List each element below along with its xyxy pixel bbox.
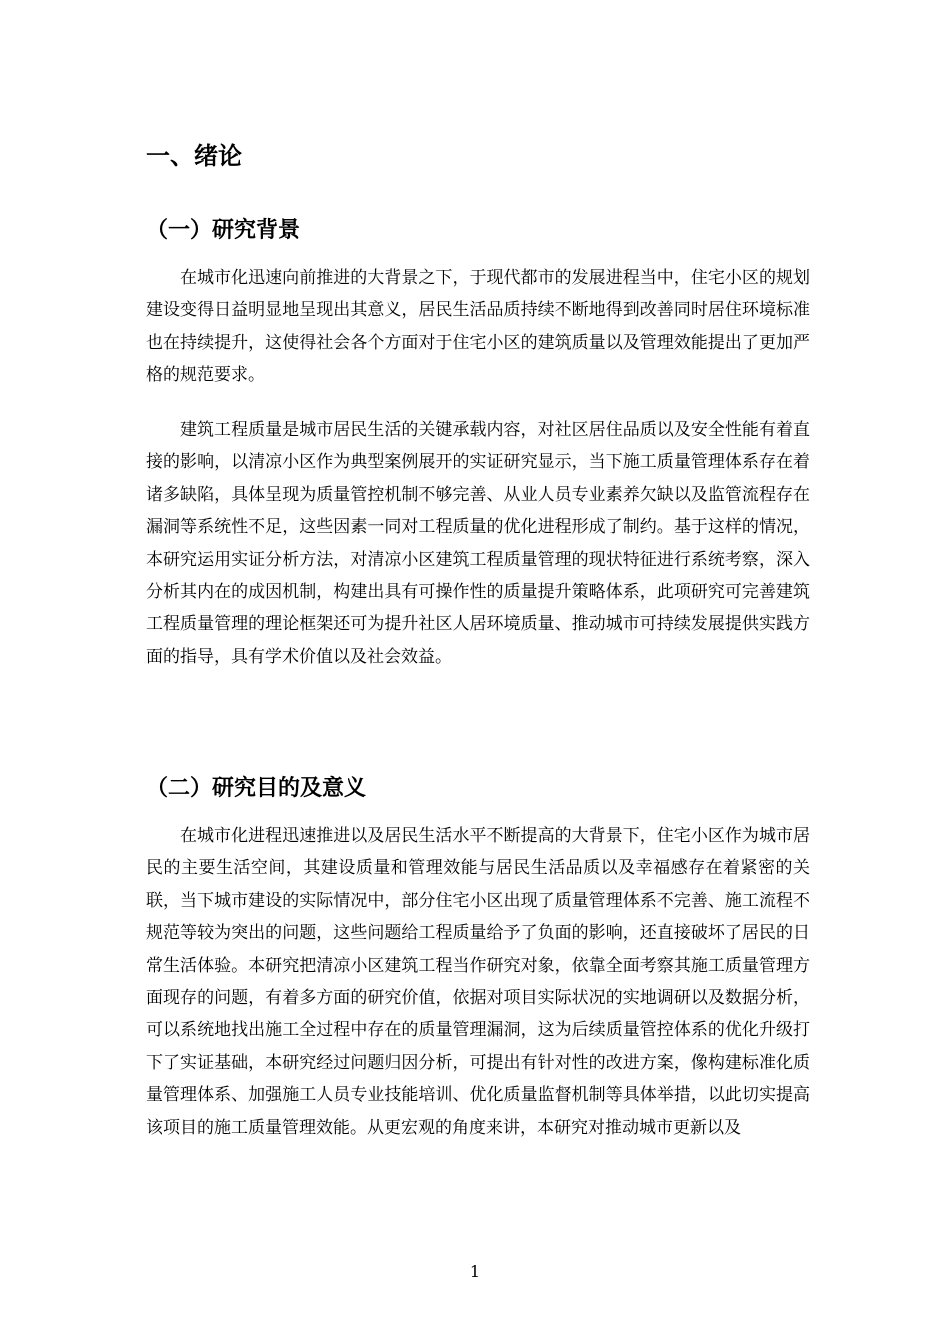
section-heading-purpose: （二）研究目的及意义 (146, 776, 367, 801)
paragraph-background-2: 建筑工程质量是城市居民生活的关键承载内容，对社区居住品质以及安全性能有着直接的影响，以清凉小区作为典型案例展开的实证研究显示，当下施工质量管理体系存在着诸多缺陷，具体呈现为质量管控机制不够完善、从业人员专业素养欠缺以及监管流程存在漏洞等系统性不足，这些因素一同对工程质量的优化进程形成了制约。基于这样的情况，本研究运用实证分析方法，对清凉小区建筑工程质量管理的现状特征进行系统考察，深入分析其内在的成因机制，构建出具有可操作性的质量提升策略体系，此项研究可完善建筑工程质量管理的理论框架还可为提升社区人居环境质量、推动城市可持续发展提供实践方面的指导，具有学术价值以及社会效益。 (146, 420, 810, 667)
paragraph-background-1: 在城市化迅速向前推进的大背景之下，于现代都市的发展进程当中，住宅小区的规划建设变得日益明显地呈现出其意义，居民生活品质持续不断地得到改善同时居住环境标准也在持续提升，这使得社会各个方面对于住宅小区的建筑质量以及管理效能提出了更加严格的规范要求。 (146, 268, 810, 386)
chapter-title: 一、绪论 (146, 142, 242, 170)
page-number: 1 (469, 1262, 481, 1281)
section-heading-background: （一）研究背景 (146, 218, 301, 243)
paragraph-purpose-1: 在城市化进程迅速推进以及居民生活水平不断提高的大背景下，住宅小区作为城市居民的主要生活空间，其建设质量和管理效能与居民生活品质以及幸福感存在着紧密的关联，当下城市建设的实际情况中，部分住宅小区出现了质量管理体系不完善、施工流程不规范等较为突出的问题，这些问题给工程质量给予了负面的影响，还直接破坏了居民的日常生活体验。本研究把清凉小区建筑工程当作研究对象，依靠全面考察其施工质量管理方面现存的问题，有着多方面的研究价值，依据对项目实际状况的实地调研以及数据分析，可以系统地找出施工全过程中存在的质量管理漏洞，这为后续质量管控体系的优化升级打下了实证基础，本研究经过问题归因分析，可提出有针对性的改进方案，像构建标准化质量管理体系、加强施工人员专业技能培训、优化质量监督机制等具体举措，以此切实提高该项目的施工质量管理效能。从更宏观的角度来讲，本研究对推动城市更新以及 (146, 826, 810, 1138)
